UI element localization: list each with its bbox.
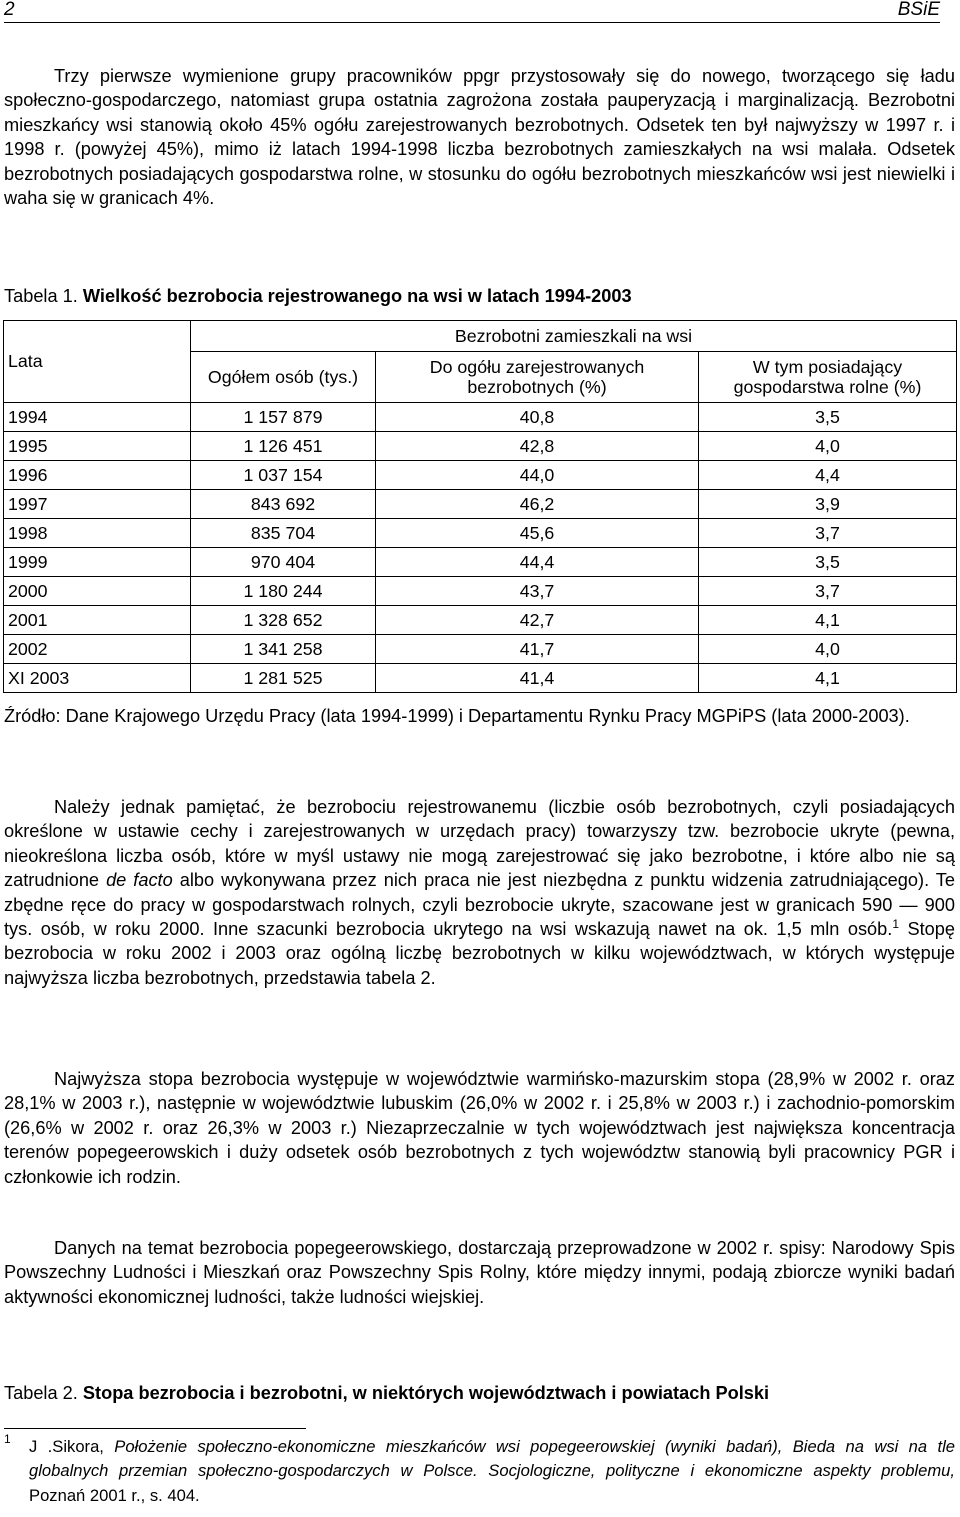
cell-w-tym: 3,5 xyxy=(699,548,957,577)
cell-w-tym: 4,0 xyxy=(699,635,957,664)
cell-lata: 1994 xyxy=(4,403,191,432)
cell-w-tym: 4,0 xyxy=(699,432,957,461)
col-group-header: Bezrobotni zamieszkali na wsi xyxy=(191,321,957,352)
table-row xyxy=(4,606,957,635)
cell-ogolem: 1 328 652 xyxy=(191,606,376,635)
cell-do-ogolu: 41,7 xyxy=(376,635,699,664)
cell-ogolem: 1 180 244 xyxy=(191,577,376,606)
paragraph-hidden-unemployment xyxy=(4,795,955,990)
cell-do-ogolu: 40,8 xyxy=(376,403,699,432)
cell-ogolem: 1 341 258 xyxy=(191,635,376,664)
footnote-publication: Poznań 2001 r., s. 404. xyxy=(29,1485,200,1505)
cell-lata: 1997 xyxy=(4,490,191,519)
table-row xyxy=(4,403,957,432)
footnote-body xyxy=(4,1435,955,1508)
paragraph2-italic: de facto xyxy=(106,870,173,891)
paragraph-highest-rate: Najwyższa stopa bezrobocia występuje w województwie warmińsko-mazurskim stopa (28,9% w 2002 r. oraz 28,1% w 2003 r.), następnie w województwie lubuskim (26,0% w 2002 r. i 25,8% w 2003 r.) i zachodnio-pomorskim (26,6% w 2002 r. oraz 26,3% w 2003 r.) Niezaprzeczalnie w tych województwach jest największa koncentracja terenów popegeerowskich i duży odsetek osób bezrobotnych z tych województw stanowią byli pracownicy PGR i członkowie ich rodzin. xyxy=(4,1069,955,1187)
col-header-do-ogolu: Do ogółu zarejestrowanych bezrobotnych (%) xyxy=(376,352,699,403)
cell-lata: 2000 xyxy=(4,577,191,606)
cell-w-tym: 3,7 xyxy=(699,577,957,606)
table1-caption xyxy=(4,284,632,308)
paragraph2-part1: Należy jednak pamiętać, że bezrobociu rejestrowanemu (liczbie osób bezrobotnych, czyli posiadających określone w ustawie cechy i zarejestrowanych w urzędach pracy) towarzyszy tzw. bezrobocie ukryte (pewna, nieokreślona liczba osób, które w myśl ustawy nie mogą zarejestrować się jako bezrobotne, i które albo nie są zatrudnione xyxy=(4,797,955,891)
col-header-w-tym: W tym posiadający gospodarstwa rolne (%) xyxy=(699,352,957,403)
table-row xyxy=(4,432,957,461)
footnote-divider xyxy=(4,1428,306,1429)
cell-do-ogolu: 46,2 xyxy=(376,490,699,519)
cell-lata: 2001 xyxy=(4,606,191,635)
table-body xyxy=(4,403,957,693)
paragraph2-part3: Stopę bezrobocia w roku 2002 i 2003 oraz ogólną liczbę bezrobotnych w kilku województwach, w których występuje najwyższa liczba bezrobotnych, przedstawia tabela 2. xyxy=(4,919,955,988)
cell-do-ogolu: 44,4 xyxy=(376,548,699,577)
table-row xyxy=(4,519,957,548)
footnote-ref[interactable]: 1 xyxy=(892,916,900,931)
paragraph-census: Danych na temat bezrobocia popegeerowskiego, dostarczają przeprowadzone w 2002 r. spisy: Narodowy Spis Powszechny Ludności i Mieszkań oraz Powszechny Spis Rolny, które między innymi, podają zbiorcze wyniki badań aktywności ekonomicznej ludności, także ludności wiejskiej. xyxy=(4,1238,955,1307)
footnote-author: J .Sikora, xyxy=(29,1437,115,1456)
col-header-lata: Lata xyxy=(4,321,191,403)
table-row xyxy=(4,577,957,606)
table2-caption xyxy=(4,1381,769,1405)
cell-ogolem: 1 281 525 xyxy=(191,664,376,693)
cell-lata: XI 2003 xyxy=(4,664,191,693)
cell-do-ogolu: 45,6 xyxy=(376,519,699,548)
unemployment-table xyxy=(3,320,957,693)
cell-do-ogolu: 42,8 xyxy=(376,432,699,461)
cell-w-tym: 3,5 xyxy=(699,403,957,432)
cell-ogolem: 1 126 451 xyxy=(191,432,376,461)
table1-caption-title: Wielkość bezrobocia rejestrowanego na wsi w latach 1994-2003 xyxy=(82,286,632,306)
cell-lata: 2002 xyxy=(4,635,191,664)
table2-caption-title: Stopa bezrobocia i bezrobotni, w niektórych województwach i powiatach Polski xyxy=(82,1383,770,1403)
cell-lata: 1999 xyxy=(4,548,191,577)
cell-do-ogolu: 43,7 xyxy=(376,577,699,606)
page-number: 2 xyxy=(4,0,15,20)
cell-w-tym: 4,1 xyxy=(699,606,957,635)
cell-w-tym: 4,4 xyxy=(699,461,957,490)
cell-ogolem: 1 157 879 xyxy=(191,403,376,432)
cell-do-ogolu: 42,7 xyxy=(376,606,699,635)
footnote-title: Położenie społeczno-ekonomiczne mieszkańców wsi popegeerowskiej (wyniki badań), Bieda na wsi na tle globalnych przemian społeczno-gospodarczych w Polsce. Socjologiczne, polityczne i ekonomiczne aspekty problemu, xyxy=(29,1437,955,1481)
paragraph-intro: Trzy pierwsze wymienione grupy pracowników ppgr przystosowały się do nowego, tworzącego się ładu społeczno-gospodarczego, natomiast grupa ostatnia zagrożona została pauperyzacją i marginalizacją. Bezrobotni mieszkańcy wsi stanowią około 45% ogółu zarejestrowanych bezrobotnych. Odsetek ten był najwyższy w 1997 r. i 1998 r. (powyżej 45%), mimo iż latach 1994-1998 liczba bezrobotnych zamieszkałych na wsi malała. Odsetek bezrobotnych posiadających gospodarstwa rolne, w stosunku do ogółu bezrobotnych mieszkańców wsi jest niewielki i waha się w granicach 4%. xyxy=(4,66,955,209)
running-title: BSiE xyxy=(897,0,940,20)
paragraph2-part2: albo wykonywana przez nich praca nie jest niezbędna z punktu widzenia zatrudniającego). Te zbędne ręce do pracy w gospodarstwach rolnych, czyli bezrobocie ukryte, szacowane jest w granicach 590 — 900 tys. osób, w roku 2000. Inne szacunki bezrobocia ukrytego na wsi wskazują nawet na ok. 1,5 mln osób. xyxy=(4,870,956,940)
table-row xyxy=(4,461,957,490)
table-row xyxy=(4,664,957,693)
table1-caption-prefix: Tabela 1. xyxy=(4,286,78,306)
table-row xyxy=(4,490,957,519)
cell-w-tym: 3,7 xyxy=(699,519,957,548)
cell-lata: 1996 xyxy=(4,461,191,490)
cell-ogolem: 835 704 xyxy=(191,519,376,548)
cell-ogolem: 970 404 xyxy=(191,548,376,577)
cell-lata: 1998 xyxy=(4,519,191,548)
cell-lata: 1995 xyxy=(4,432,191,461)
table-row xyxy=(4,548,957,577)
footnote xyxy=(4,1432,955,1508)
col-header-ogolem: Ogółem osób (tys.) xyxy=(191,352,376,403)
cell-w-tym: 3,9 xyxy=(699,490,957,519)
cell-do-ogolu: 41,4 xyxy=(376,664,699,693)
page-header xyxy=(4,0,940,23)
cell-do-ogolu: 44,0 xyxy=(376,461,699,490)
footnote-number: 1 xyxy=(4,1432,11,1446)
table1-source: Źródło: Dane Krajowego Urzędu Pracy (lata 1994-1999) i Departamentu Rynku Pracy MGPiPS (lata 2000-2003). xyxy=(4,706,910,726)
table2-caption-prefix: Tabela 2. xyxy=(4,1383,78,1403)
table-row xyxy=(4,635,957,664)
cell-ogolem: 1 037 154 xyxy=(191,461,376,490)
cell-w-tym: 4,1 xyxy=(699,664,957,693)
cell-ogolem: 843 692 xyxy=(191,490,376,519)
